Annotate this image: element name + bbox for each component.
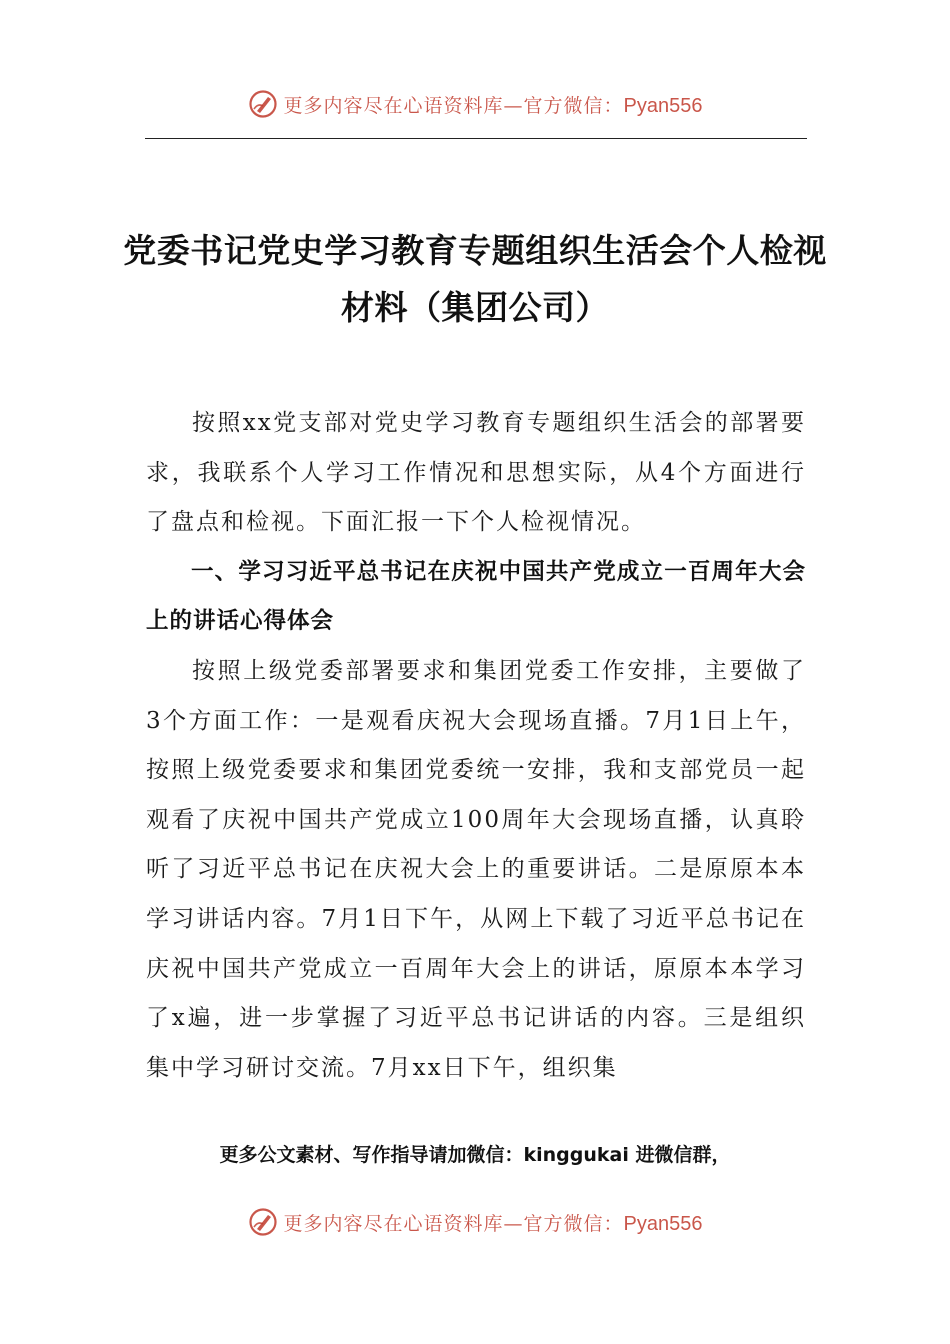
section-1-heading: 一、学习习近平总书记在庆祝中国共产党成立一百周年大会上的讲话心得体会 bbox=[146, 558, 806, 635]
section-1-paragraph: 按照上级党委部署要求和集团党委工作安排，主要做了3个方面工作：一是观看庆祝大会现场直播。7月1日上午，按照上级党委要求和集团党委统一安排，我和支部党员一起观看了庆祝中国共产党成立100周年大会现场直播，认真聆听了习近平总书记在庆祝大会上的重要讲话。二是原原本本学习讲话内容。7月1日下午，从网上下载了习近平总书记在庆祝中国共产党成立一百周年大会上的讲话，原原本本学习了x遍，进一步掌握了习近平总书记讲话的内容。三是组织集中学习研讨交流。7月xx日下午，组织集 bbox=[146, 657, 806, 1081]
footer-banner bbox=[0, 1202, 950, 1242]
header-divider bbox=[145, 138, 807, 139]
header-banner-text bbox=[284, 91, 703, 118]
footer-banner-text bbox=[284, 1209, 703, 1236]
document-title: 党委书记党史学习教育专题组织生活会个人检视材料（集团公司） bbox=[123, 231, 827, 327]
header-banner-label: 更多内容尽在心语资料库—官方微信： bbox=[283, 94, 624, 117]
pen-logo-icon bbox=[248, 1207, 278, 1237]
header-banner bbox=[0, 84, 950, 124]
document-body bbox=[146, 399, 806, 1093]
pen-logo-icon bbox=[248, 89, 278, 119]
footer-banner-label: 更多内容尽在心语资料库—官方微信： bbox=[283, 1212, 624, 1235]
intro-paragraph: 按照xx党支部对党史学习教育专题组织生活会的部署要求，我联系个人学习工作情况和思想实际，从4个方面进行了盘点和检视。下面汇报一下个人检视情况。 bbox=[146, 410, 806, 536]
footer-wechat-id: Pyan556 bbox=[623, 1212, 703, 1235]
header-wechat-id: Pyan556 bbox=[623, 94, 703, 117]
promo-line: 更多公文素材、写作指导请加微信：kinggukai 进微信群， bbox=[219, 1144, 731, 1166]
